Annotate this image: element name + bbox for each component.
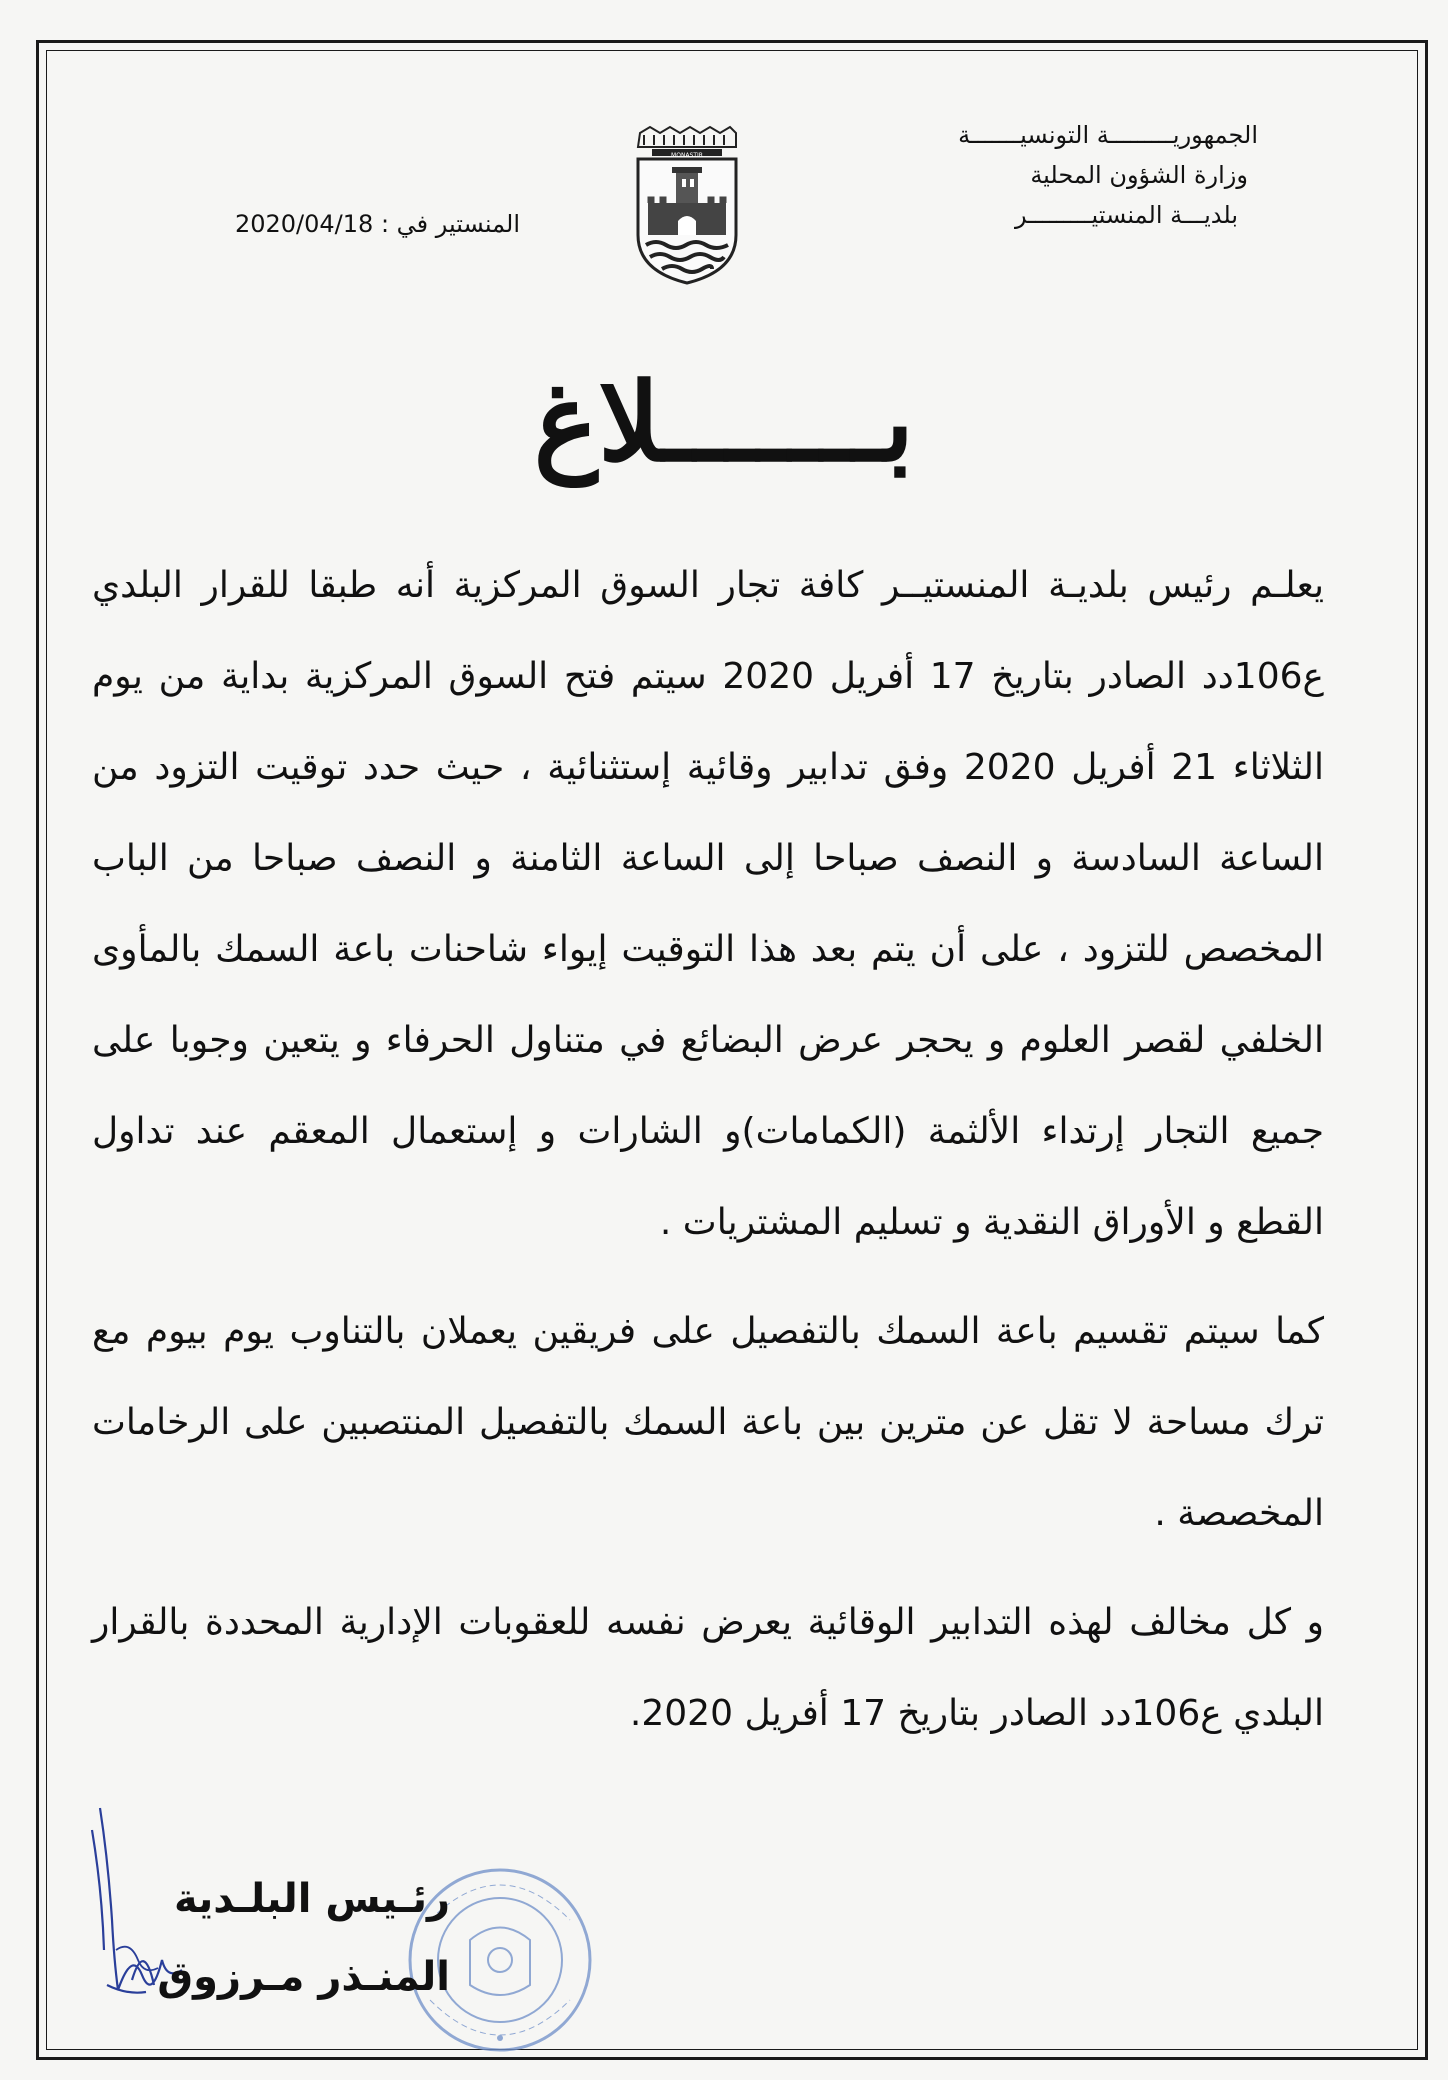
date-label: المنستير في : (380, 210, 520, 238)
monastir-coat-of-arms-icon (632, 125, 742, 285)
signatory-name: المنـذر مـرزوق (157, 1954, 450, 2000)
emblem-inscription: MONASTIR (671, 152, 703, 159)
notice-paragraph: و كل مخالف لهذه التدابير الوقائية يعرض نفسه للعقوبات الإدارية المحددة بالقرار البلدي ع106دد الصادر بتاريخ 17 أفريل 2020. (92, 1602, 1324, 1734)
date-value: 2020/04/18 (234, 210, 374, 238)
issue-date (180, 210, 520, 238)
notice-paragraph: كما سيتم تقسيم باعة السمك بالتفصيل على فريقين يعملان بالتناوب يوم بيوم مع ترك مساحة لا تقل عن مترين بين باعة السمك بالتفصيل المنتصبين على الرخامات المخصصة . (92, 1311, 1324, 1534)
letterhead-ministry: وزارة الشؤون المحلية (1030, 161, 1248, 189)
notice-paragraph: يعلـم رئيس بلديـة المنستيــر كافة تجار السوق المركزية أنه طبقا للقرار البلدي ع106دد الصادر بتاريخ 17 أفريل 2020 سيتم فتح السوق المركزية بداية من يوم الثلاثاء 21 أفريل 2020 وفق تدابير وقائية إستثنائية ، حيث حدد توقيت التزود من الساعة السادسة و النصف صباحا إلى الساعة الثامنة و النصف صباحا من الباب المخصص للتزود ، على أن يتم بعد هذا التوقيت إيواء شاحنات باعة السمك بالمأوى الخلفي لقصر العلوم و يحجر عرض البضائع في متناول الحرفاء و يتعين وجوبا على جميع التجار إرتداء الألثمة (الكمامات)و الشارات و إستعمال المعقم عند تداول القطع و الأوراق النقدية و تسليم المشتريات . (92, 565, 1324, 1243)
page-title: بـــــــلاغ (533, 360, 915, 486)
notice-body (92, 540, 1324, 1759)
signatory-role: رئـيس البلـدية (174, 1876, 450, 1922)
letterhead-municipality: بلديـــة المنستيـــــــــر (1014, 201, 1238, 229)
letterhead-republic: الجمهوريـــــــــة التونسيـــــــة (958, 121, 1258, 149)
letterhead (878, 115, 1258, 235)
signature-block (150, 1860, 450, 2016)
